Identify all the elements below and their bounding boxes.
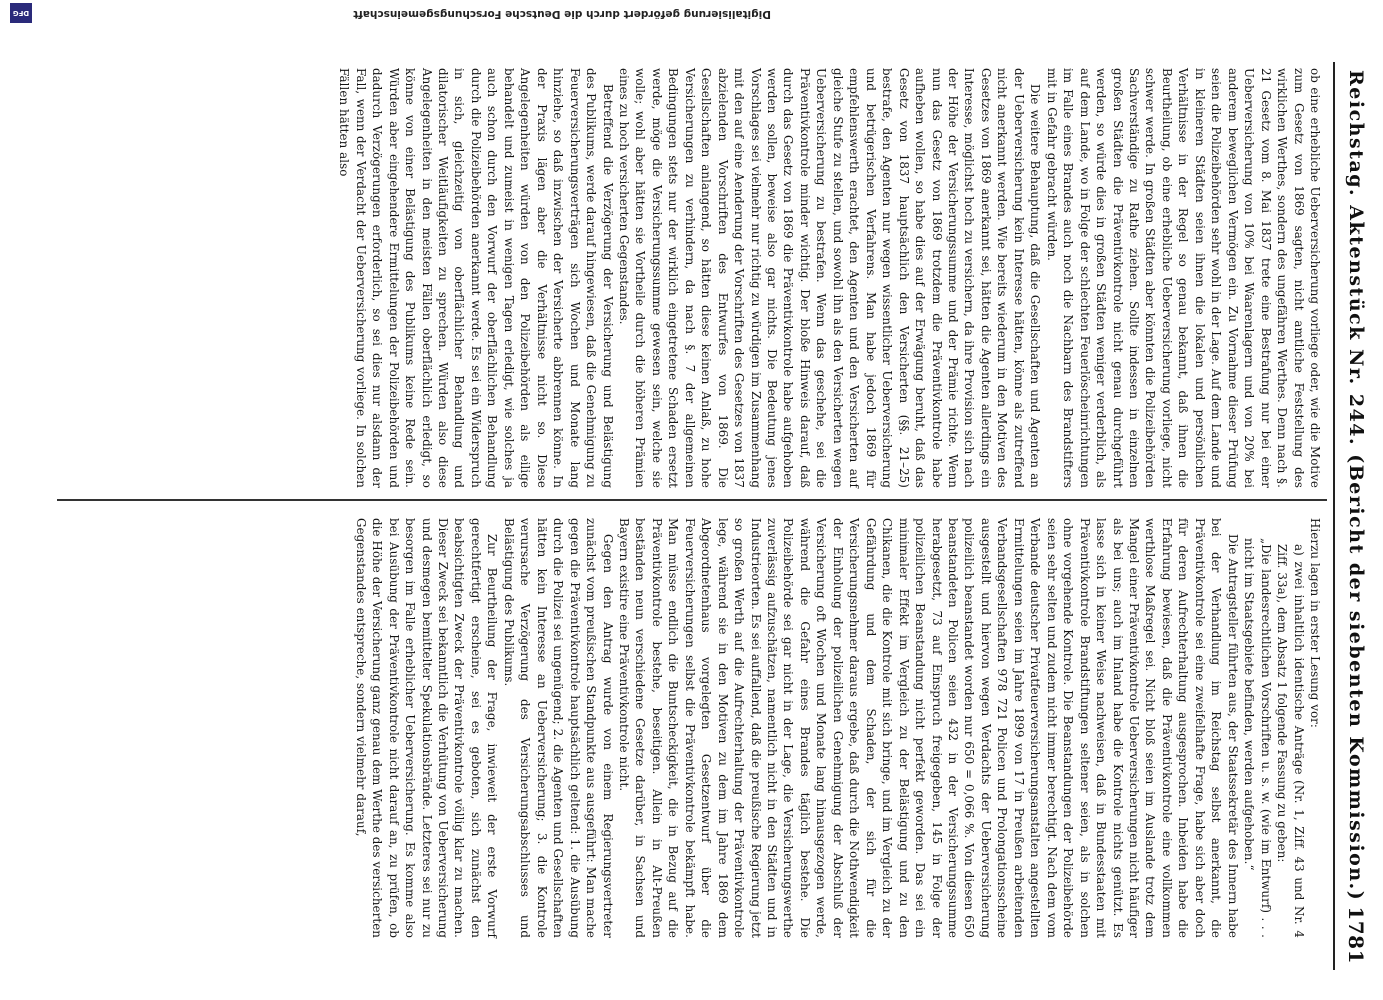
page-header (1339, 70, 1373, 964)
paragraph: Die Antragsteller führten aus, der Staatssekretär des Innern habe bei der Verhandlung im Reichstag selbst anerkannt, die Präventivkontrole sei eine zweifelhafte Frage, habe sich aber doch für deren Aufrechterhaltung ausgesprochen. Inbeiden habe die Erfahrung bewiesen, daß die Präventivkontrole eine vollkommen werthlose Maßregel sei. Nicht bloß seien im Auslande trotz dem Mangel einer Präventivkontrole Ueberversicherungen nicht häufiger als bei uns; auch im Inland habe die Kontrole nichts genützt. Es lasse sich in keiner Weise nachweisen, daß in Bundesstaaten mit Präventivkontrole Brandstiftungen seltener seien, als in solchen ohne vorgehende Kontrole. Die Beanstandungen der Polizeibehörde seien sehr selten und zudem nicht immer berechtigt. Nach dem vom Verbande deutscher Privatfeuerversicherungsanstalten angestellten Ermittelungen seien im Jahre 1899 von 17 in Preußen arbeitenden Verbandsgesellschaften 978 721 Policen und Prolongationsscheine ausgestellt und hiervon wegen Verdachts der Ueberversicherung polizeilich beanstandet worden nur 650 = 0,066 %. Von diesen 650 beanstandeten Policen seien 432 in der Versicherungssumme herabgesetzt, 73 auf Einspruch freigegeben, 145 in Folge der polizeilichen Beanstandung nicht perfekt geworden. Das sei ein minimaler Effekt im Vergleich zu der Belästigung und zu den Chikanen, die die Kontrole mit sich bringe, und im Vergleich zu der Gefährdung und dem Schaden, der sich für die Versicherungsnehmer daraus ergebe, daß durch die Nothwendigkeit der Einholung der polizeilichen Genehmigung der Abschluß der Versicherung oft Wochen und Monate lang hinausgezogen werde, während die Gefahr eines Brandes täglich bestehe. Die Polizeibehörde sei gar nicht in der Lage, die Versicherungswerthe zuverlässig aufzuschätzen, namentlich nicht in den Städten und in Industrieorten. Es sei auffallend, daß die preußische Regierung jetzt so großen Werth auf die Aufrechterhaltung der Präventivkontrole lege, während sie in den Motiven zu dem im Jahre 1869 dem Abgeordnetenhaus vorgelegten Gesetzentwurf über die Feuerversicherungen selbst die Präventivkontrole bekämpft habe. Man müsse endlich die Buntscheckigkeit, die in Bezug auf die Präventivkontrole bestehe, beseitigen. Allein in Alt-Preußen beständen neun verschiedene Gesetze darüber, in Sachsen und Bayern existire eine Präventivkontrole nicht. (616, 518, 1240, 938)
header-title: Reichstag. Aktenstück Nr. 244. (Bericht der siebenten Kommission.) (1345, 70, 1367, 902)
paragraph: Hierzu lagen in erster Lesung vor: (1308, 518, 1322, 728)
dfg-logo-text: DFG (12, 9, 30, 17)
paragraph: Gegen den Antrag wurde von einem Regierungsvertreter zunächst vom preußischen Standpunkte aus ausgeführt: Man mache gegen die Präventivkontrole hauptsächlich geltend: 1. die Ausübung durch die Polizei sei ungenügend; 2. die Agenten und Gesellschaften hätten kein Interesse an Ueberversicherung; 3. die Kontrole verursache Verzögerung des Versicherungsabschlusses und Belästigung des Publikums. (501, 518, 615, 938)
page-number: 1781 (1344, 906, 1368, 964)
paragraph: Die weitere Behauptung, daß die Gesellschaften und Agenten an der Ueberversicherung kein Interesse hätten, könne als zutreffend nicht anerkannt werden. Wie bereits wiederum in den Motiven des Gesetzes von 1869 anerkannt sei, hätten die Agenten allerdings ein Interesse, möglichst hoch zu versichern, da ihre Provision sich nach der Höhe der Versicherungssumme und der Prämie richte. Wenn nun das Gesetz von 1869 trotzdem die Präventivkontrole habe aufheben wollen, so habe dies auf der Erwägung beruht, daß das Gesetz von 1837 hauptsächlich den Versicherten (§§. 21–25) bestrafe, den Agenten nur wegen wissentlicher Ueberversicherung und betrügerischen Verfahrens. Man habe jedoch 1869 für empfehlenswerth erachtet, den Agenten und den Versicherten auf gleiche Stufe zu stellen, und sowohl ihn als den Versicherten wegen Ueberversicherung zu bestrafen. Wenn das geschehe, sei die Präventivkontrole minder wichtig. Der bloße Hinweis darauf, daß durch das Gesetz von 1869 die Präventivkontrole habe aufgehoben werden sollen, beweise also gar nichts. Die Bedeutung jenes Vorschlages sei vielmehr nur richtig zu würdigen im Zusammenhang mit den auf eine Aenderung der Vorschriften des Gesetzes von 1837 abzielenden Vorschriften des Entwurfes von 1869. Die Gesellschaften anlangend, so hätten diese keinen Anlaß, zu hohe Versicherungen zu verhindern, da nach §. 7 der allgemeinen Bedingungen stets nur der wirklich eingetretene Schaden ersetzt werde, möge die Versicherungssumme gewesen sein, welche sie wolle; wohl aber hätten sie Vortheile durch die höheren Prämien eines zu hoch versicherten Gegenstandes. (616, 68, 1043, 488)
paragraph: ob eine erhebliche Ueberversicherung vorliege oder, wie die Motive zum Gesetz von 1869 sagten, nicht amtliche Feststellung des wirklichen Werthes, sondern des ungefähren Werthes. Denn nach §. 21 Gesetz vom 8. Mai 1837 trete eine Bestrafung nur bei einer Ueberversicherung von 10% bei Waarenlagern und von 20% bei anderem beweglichen Vermögen ein. Zu Vornahme dieser Prüfung seien die Polizeibehörden sehr wohl in der Lage. Auf dem Lande und in kleineren Städten seien ihnen die lokalen und persönlichen Verhältnisse in der Regel so genau bekannt, daß ihnen die Beurtheilung, ob eine erhebliche Ueberversicherung vorliege, nicht schwer werde. In großen Städten aber könnten die Polizeibehörden Sachverständige zu Rathe ziehen. Sollte indessen in einzelnen großen Städten die Präventivkontrole nicht genau durchgeführt werden, so würde dies in großen Städten weniger verderblich, als auf dem Lande, wo in Folge der schlechten Feuerlöscheinrichtungen im Falle eines Brandes auch noch die Nachbarn des Brandstifters mit in Gefahr gebracht würden. (1044, 68, 1322, 488)
left-column (336, 68, 1323, 488)
right-column (352, 518, 1323, 938)
column-divider (57, 499, 1327, 501)
dfg-logo-icon (10, 3, 32, 23)
digitization-credit-text: Digitalisierung gefördert durch die Deutsche Forschungsgemeinschaft (353, 8, 771, 20)
paragraph: „Die landesrechtlichen Vorschriften u. s. w. (wie im Entwurf) . . . nicht im Staatsgebiete befinden, werden aufgehoben.“ (1242, 538, 1273, 938)
header-rule (1333, 62, 1335, 970)
digitization-credit (211, 6, 771, 20)
paragraph: Zur Beurtheilung der Frage, inwieweit der erste Vorwurf gerechtfertigt erscheine, sei es geboten, sich zunächst den beabsichtigten Zweck der Präventivkontrole völlig klar zu machen. Dieser Zweck sei bekanntlich die Verhütung von Ueberversicherung und desmegen bemittelter Spekulationsbrände. Letzteres sei nur zu besorgen im Falle erheblicher Ueberversicherung. Es komme also bei Ausübung der Präventivkontrole nicht darauf an, zu prüfen, ob die Höhe der Versicherung ganz genau dem Werthe des versicherten Gegenstandes entspreche, sondern vielmehr darauf, (353, 518, 500, 938)
paragraph: a) zwei inhaltlich identische Anträge (Nr. 1, Ziff. 43 und Nr. 4 Ziff. 33a), dem Absatz 1 folgende Fassung zu geben: (1275, 544, 1306, 938)
paragraph: Betreffend die Verzögerung der Versicherung und Belästigung des Publikums, werde darauf hingewiesen, daß die Genehmigung zu Feuerversicherungsverträgen sich Wochen und Monate lang hinziehe, so daß inzwischen der Versicherte abbrennen könne. In der Praxis lägen aber die Verhältnisse nicht so. Diese Angelegenheiten würden von den Polizeibehörden als eilige behandelt und zumeist in wenigen Tagen erledigt, wie solches ja auch schon durch den Vorwurf der oberflächlichen Behandlung durch die Polizeibehörden anerkannt werde. Es sei ein Widerspruch in sich, gleichzeitig von oberflächlicher Behandlung und dilatorischer Weitläufigkeiten zu sprechen. Würden also diese Angelegenheiten in den meisten Fällen oberflächlich erledigt, so könne von einer Belästigung des Publikums keine Rede sein. Würden aber eingehendere Ermittelungen der Polizeibehörden und dadurch Verzögerungen erforderlich, so sei dies nur alsdann der Fall, wenn der Verdacht der Ueberversicherung vorliege. In solchen Fällen hätten also (337, 68, 615, 488)
